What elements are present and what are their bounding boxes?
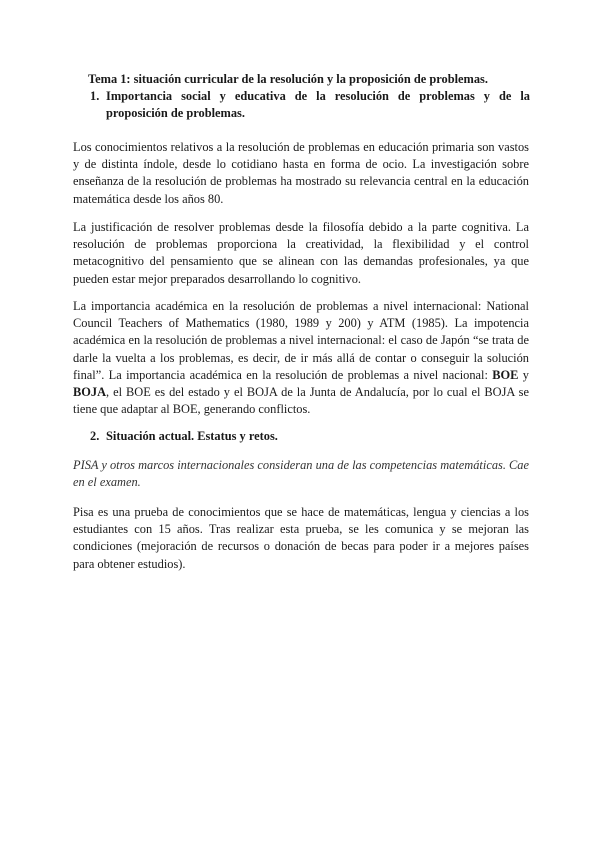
paragraph-3-conjunction: y [518,367,529,382]
boe-term: BOE [492,367,519,382]
paragraph-1: Los conocimientos relativos a la resolución de problemas en educación primaria son vastos y de distinta índole, desde lo cotidiano hasta en forma de ocio. La investigación sobre enseñanza de la resolución de problemas ha mostrado su relevancia central en la educación matemática desde los años 80. [73,140,529,206]
section-heading-2 [90,428,530,445]
section-title-2: Situación actual. Estatus y retos. [106,429,278,443]
section-heading-1 [90,88,530,122]
paragraph-2: La justificación de resolver problemas desde la filosofía debido a la parte cognitiva. La resolución de problemas proporciona la creatividad, la flexibilidad y el control metacognitivo del pensamiento que se alinean con las demandas profesionales, ya que pueden estar mejor preparados desarrollando lo cognitivo. [73,220,529,286]
document-title: Tema 1: situación curricular de la resolución y la proposición de problemas. [88,72,488,86]
section-number-1: 1. [90,89,100,103]
boja-term: BOJA [73,385,107,400]
paragraph-3-text-a: La importancia académica en la resolución de problemas a nivel internacional: National Council Teachers of Mathematics (1980, 1989 y 200) y ATM (1985). La impotencia académica en la resolución de problemas a nivel internacional: el caso de Japón “se trata de darle la vuelta a los problemas, es decir, de ir más allá de contar o conseguir la solución final”. La importancia académica en la resolución de problemas a nivel nacional: [73,299,529,382]
paragraph-5: Pisa es una prueba de conocimientos que se hace de matemáticas, lengua y ciencias a los estudiantes con 15 años. Tras realizar esta prueba, se les comunica y se mejoran las condiciones (mejoración de recursos o donación de becas para poder ir a mejores países para obtener estudios). [73,505,529,571]
paragraph-3-text-b: , el BOE es del estado y el BOJA de la Junta de Andalucía, por lo cual el BOJA se tiene que adaptar al BOE, generando conflictos. [73,385,529,417]
paragraph-3 [73,298,529,418]
paragraph-4-italic-note: PISA y otros marcos internacionales consideran una de las competencias matemáticas. Cae en el examen. [73,458,529,490]
section-number-2: 2. [90,429,100,443]
section-title-1: Importancia social y educativa de la resolución de problemas y de la proposición de problemas. [106,89,530,120]
